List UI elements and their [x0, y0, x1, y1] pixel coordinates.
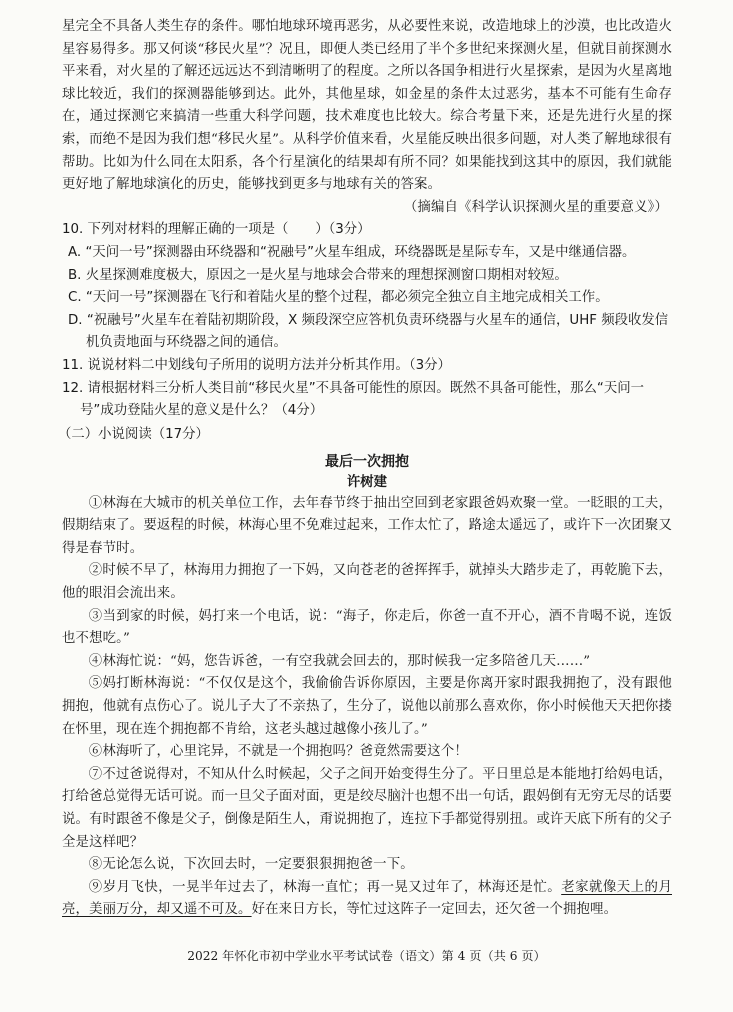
story-paragraph-4: ④林海忙说：“妈，您告诉爸，一有空我就会回去的，那时候我一定多陪爸几天……”: [88, 653, 591, 669]
page-footer: 2022 年怀化市初中学业水平考试试卷（语文）第 4 页（共 6 页）: [187, 949, 546, 963]
question-12: 12. 请根据材料三分析人类目前“移民火星”不具备可能性的原因。既然不具备可能性，那么“天问一号”成功登陆火星的意义是什么？（4分）: [62, 380, 644, 419]
exam-page: [58, 16, 672, 922]
question-10-option-d: D. “祝融号”火星车在着陆初期阶段，X 频段深空应答机负责环绕器与火星车的通信，UHF 频段收发信机负责地面与环绕器之间的通信。: [68, 312, 669, 351]
underlined-sentence: 老家就像天上的月亮，美丽万分，却又遥不可及。: [62, 879, 672, 918]
story-paragraph-7: ⑦不过爸说得对，不知从什么时候起，父子之间开始变得生分了。平日里总是本能地打给妈电话，打给爸总觉得无话可说。而一旦父子面对面，更是绞尽脑汁也想不出一句话，跟妈倒有无穷无尽的话要说。有时跟爸不像是父子，倒像是陌生人，甭说拥抱了，连拉下手都觉得别扭。或许天底下所有的父子全是这样吧？: [62, 766, 672, 850]
question-10-option-c: C. “天问一号”探测器在飞行和着陆火星的整个过程，都必须完全独立自主地完成相关工作。: [68, 290, 609, 306]
question-10-stem: 10. 下列对材料的理解正确的一项是（ ）（3分）: [62, 222, 371, 238]
story-author: 许树建: [346, 474, 388, 490]
story-paragraph-9-text-a: ⑨岁月飞快，一晃半年过去了，林海一直忙；再一晃又过年了，林海还是忙。: [88, 879, 562, 895]
section-heading: （二）小说阅读（17分）: [58, 426, 209, 442]
material-paragraph: 星完全不具备人类生存的条件。哪怕地球环境再恶劣，从必要性来说，改造地球上的沙漠，也比改造火星容易得多。那又何谈“移民火星”？况且，即便人类已经用了半个多世纪来探测火星，但就目前探测水平来看，对火星的了解还远远达不到清晰明了的程度。之所以各国争相进行火星探索，是因为火星离地球比较近，我们的探测器能够到达。此外，其他星球，如金星的条件太过恶劣，基本不可能有生命存在，通过探测它来搞清一些重大科学问题，技术难度也比较大。综合考量下来，还是先进行火星的探索，而绝不是因为我们想“移民火星”。从科学价值来看，火星能反映出很多问题，对人类了解地球很有帮助。比如为什么同在太阳系，各个行星演化的结果却有所不同？如果能找到这其中的原因，我们就能更好地了解地球演化的历史，能够找到更多与地球有关的答案。: [62, 19, 672, 193]
question-11: 11. 说说材料二中划线句子所用的说明方法并分析其作用。（3分）: [62, 357, 451, 373]
story-title: 最后一次拥抱: [325, 453, 409, 470]
question-10: [62, 219, 672, 355]
story-paragraph-8: ⑧无论怎么说，下次回去时，一定要狠狠拥抱爸一下。: [88, 857, 414, 873]
story-paragraph-6: ⑥林海听了，心里诧异，不就是一个拥抱吗？爸竟然需要这个！: [88, 744, 468, 760]
question-10-option-a: A. “天问一号”探测器由环绕器和“祝融号”火星车组成，环绕器既是星际专车，又是中继通信器。: [68, 244, 636, 260]
story-paragraph-9: [62, 877, 672, 922]
story-paragraph-3: ③当到家的时候，妈打来一个电话，说：“海子，你走后，你爸一直不开心，酒不肯喝不说，连饭也不想吃。”: [62, 608, 672, 647]
story-paragraph-5: ⑤妈打断林海说：“不仅仅是这个，我偷偷告诉你原因，主要是你离开家时跟我拥抱了，没有跟他拥抱，他就有点伤心了。说儿子大了不亲热了，生分了，说他以前那么喜欢你，你小时候他天天把你搂在怀里，现在连个拥抱都不肯给，这老头越过越像小孩儿了。”: [62, 676, 672, 737]
story-paragraph-9-text-c: 好在来日方长，等忙过这阵子一定回去，还欠爸一个拥抱哩。: [251, 902, 618, 918]
question-10-option-b: B. 火星探测难度极大，原因之一是火星与地球会合带来的理想探测窗口期相对较短。: [68, 267, 568, 283]
story-paragraph-1: ①林海在大城市的机关单位工作，去年春节终于抽出空回到老家跟爸妈欢聚一堂。一眨眼的工夫，假期结束了。要返程的时候，林海心里不免难过起来，工作太忙了，路途太遥远了，或许下一次团聚又得是春节时。: [62, 495, 672, 556]
material-source: （摘编自《科学认识探测火星的重要意义》）: [403, 199, 668, 215]
story-paragraph-2: ②时候不早了，林海用力拥抱了一下妈，又向苍老的爸挥挥手，就掉头大踏步走了，再乾脆下去，他的眼泪会流出来。: [62, 563, 672, 602]
